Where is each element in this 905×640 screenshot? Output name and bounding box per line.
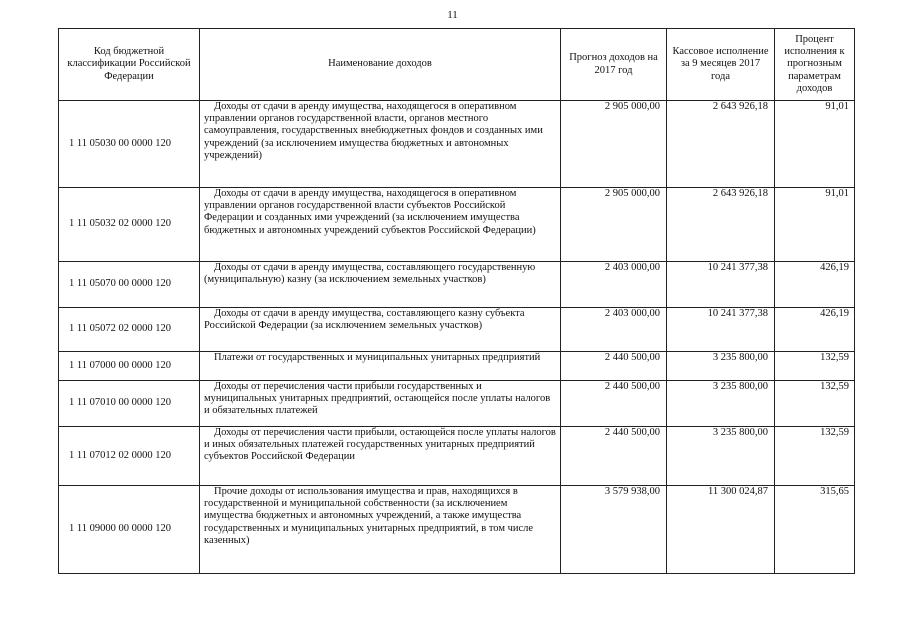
row-cash: 2 643 926,18: [667, 101, 775, 188]
row-name-text: Прочие доходы от использования имущества и прав, находящихся в государственной и муниципальной собственности (за исключением имущества бюджетных и автономных учреждений, а также имущества государственных и муниципальных унитарных предприятий, в том числе казенных): [204, 486, 534, 546]
row-code: 1 11 07012 02 0000 120: [59, 427, 200, 486]
row-name: [200, 101, 561, 188]
row-name-text: Доходы от сдачи в аренду имущества, составляющего казну субъекта Российской Федерации (за исключением земельных участков): [204, 308, 525, 332]
row-cash: 11 300 024,87: [667, 486, 775, 574]
table-row: [59, 188, 855, 262]
row-name-text: Доходы от перечисления части прибыли, остающейся после уплаты налогов и иных обязательных платежей государственных унитарных предприятий субъектов Российской Федерации: [204, 427, 556, 463]
header-forecast: Прогноз доходов на 2017 год: [561, 29, 667, 101]
table-row: [59, 427, 855, 486]
header-percent: Процент исполнения к прогнозным параметрам доходов: [775, 29, 855, 101]
table-row: [59, 262, 855, 308]
row-cash: 10 241 377,38: [667, 308, 775, 352]
row-code: 1 11 07010 00 0000 120: [59, 381, 200, 427]
header-name: Наименование доходов: [200, 29, 561, 101]
row-name: [200, 486, 561, 574]
header-cash: Кассовое исполнение за 9 месяцев 2017 года: [667, 29, 775, 101]
table-row: [59, 486, 855, 574]
table-row: [59, 308, 855, 352]
header-code: Код бюджетной классификации Российской Федерации: [59, 29, 200, 101]
row-percent: 132,59: [775, 381, 855, 427]
row-forecast: 2 403 000,00: [561, 262, 667, 308]
row-forecast: 2 905 000,00: [561, 101, 667, 188]
row-name-text: Платежи от государственных и муниципальных унитарных предприятий: [214, 352, 541, 363]
row-percent: 91,01: [775, 188, 855, 262]
row-cash: 3 235 800,00: [667, 352, 775, 381]
row-cash: 10 241 377,38: [667, 262, 775, 308]
row-name-text: Доходы от сдачи в аренду имущества, составляющего государственную (муниципальную) казну (за исключением земельных участков): [204, 262, 536, 286]
row-code: 1 11 09000 00 0000 120: [59, 486, 200, 574]
row-code: 1 11 07000 00 0000 120: [59, 352, 200, 381]
row-percent: 132,59: [775, 427, 855, 486]
row-name: [200, 381, 561, 427]
row-name: [200, 188, 561, 262]
table-header-row: [59, 29, 855, 101]
row-name: [200, 352, 561, 381]
row-code: 1 11 05070 00 0000 120: [59, 262, 200, 308]
row-forecast: 2 440 500,00: [561, 352, 667, 381]
revenue-table: [58, 28, 855, 574]
row-percent: 426,19: [775, 262, 855, 308]
row-forecast: 2 403 000,00: [561, 308, 667, 352]
row-name: [200, 427, 561, 486]
row-percent: 315,65: [775, 486, 855, 574]
row-name: [200, 308, 561, 352]
table-row: [59, 381, 855, 427]
row-code: 1 11 05030 00 0000 120: [59, 101, 200, 188]
row-forecast: 2 440 500,00: [561, 427, 667, 486]
row-name-text: Доходы от сдачи в аренду имущества, находящегося в оперативном управлении органов государственной власти, органов местного самоуправления, государственных внебюджетных фондов и созданных ими учреждений (за исключением имущества бюджетных и автономных учреждений): [204, 101, 543, 161]
row-percent: 426,19: [775, 308, 855, 352]
table-row: [59, 101, 855, 188]
row-percent: 91,01: [775, 101, 855, 188]
row-name-text: Доходы от перечисления части прибыли государственных и муниципальных унитарных предприятий, остающейся после уплаты налогов и обязательных платежей: [204, 381, 551, 417]
page-number: 11: [447, 9, 458, 21]
row-code: 1 11 05072 02 0000 120: [59, 308, 200, 352]
row-name-text: Доходы от сдачи в аренду имущества, находящегося в оперативном управлении органов государственной власти субъектов Российской Федерации и созданных ими учреждений (за исключением имущества бюджетных и автономных учреждений субъектов Российской Федерации): [204, 188, 536, 236]
row-cash: 3 235 800,00: [667, 427, 775, 486]
row-name: [200, 262, 561, 308]
row-cash: 3 235 800,00: [667, 381, 775, 427]
row-forecast: 3 579 938,00: [561, 486, 667, 574]
row-code: 1 11 05032 02 0000 120: [59, 188, 200, 262]
row-forecast: 2 440 500,00: [561, 381, 667, 427]
row-cash: 2 643 926,18: [667, 188, 775, 262]
row-forecast: 2 905 000,00: [561, 188, 667, 262]
table-row: [59, 352, 855, 381]
row-percent: 132,59: [775, 352, 855, 381]
